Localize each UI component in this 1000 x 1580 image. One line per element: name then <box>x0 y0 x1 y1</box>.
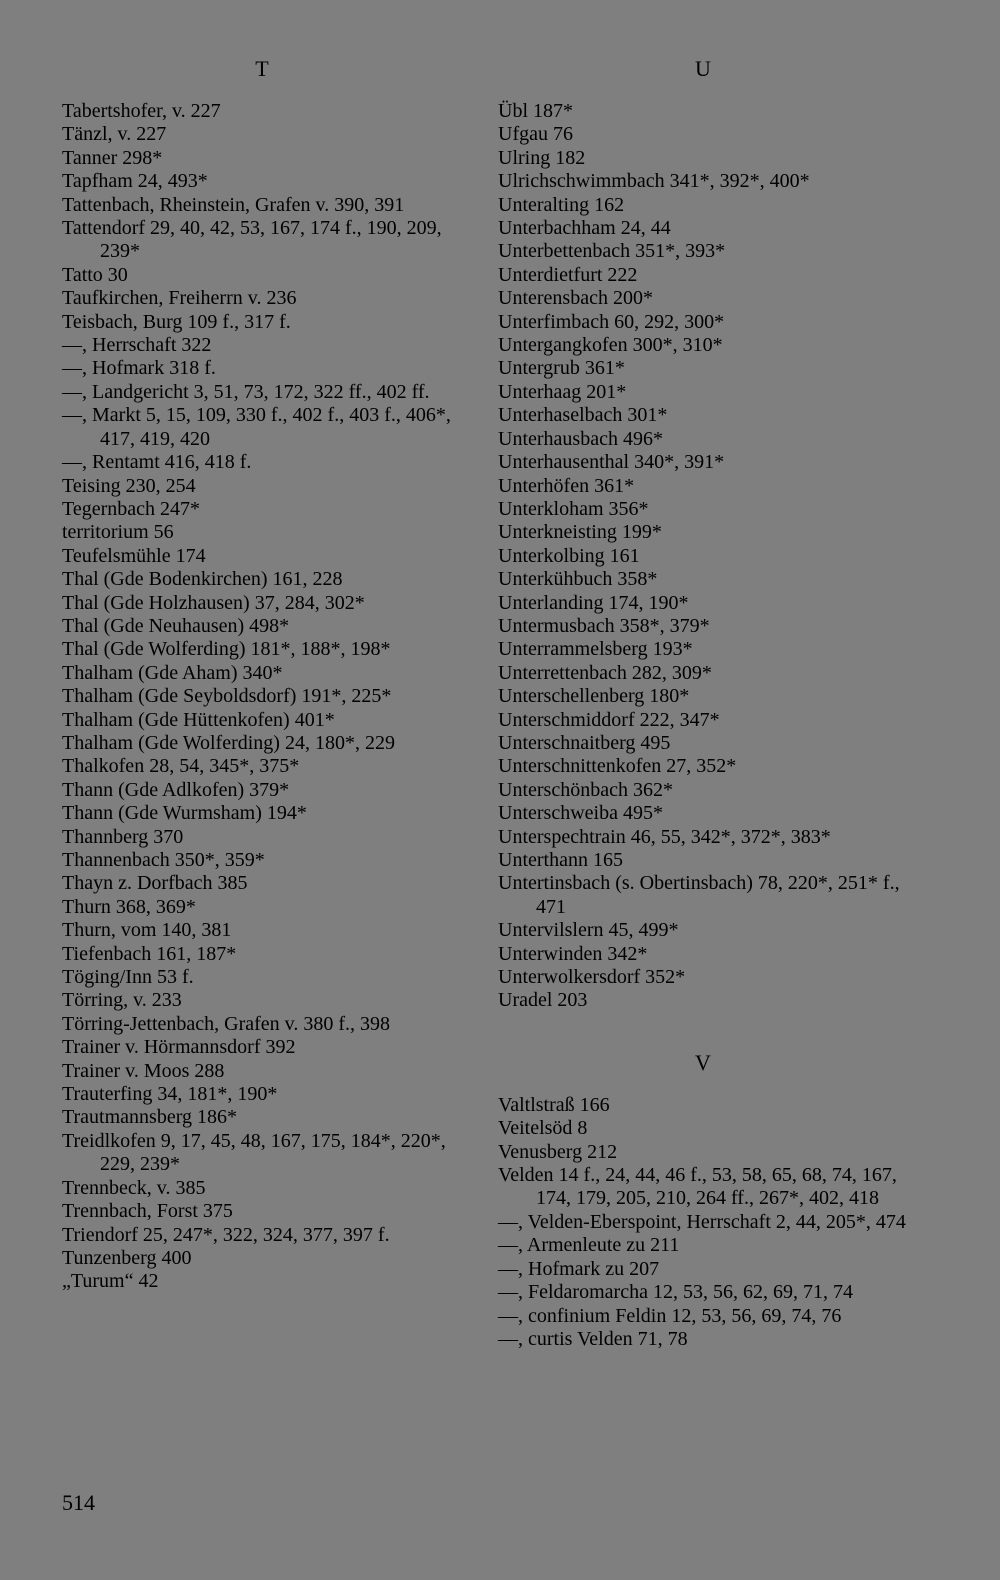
index-entry: Unterkloham 356* <box>498 497 649 520</box>
index-entry: Törring-Jettenbach, Grafen v. 380 f., 398 <box>62 1012 391 1035</box>
index-entry: Tatto 30 <box>62 263 128 286</box>
index-entry: Tunzenberg 400 <box>62 1246 192 1269</box>
index-entry: Unterfimbach 60, 292, 300* <box>498 310 725 333</box>
index-entry: Untergrub 361* <box>498 357 625 380</box>
index-entry: Veitelsöd 8 <box>498 1117 588 1140</box>
section-heading-u: U <box>695 56 711 81</box>
index-entry: Thal (Gde Holzhausen) 37, 284, 302* <box>62 591 365 614</box>
index-entry: „Turum“ 42 <box>62 1270 159 1293</box>
index-entry: Thannenbach 350*, 359* <box>62 849 265 871</box>
index-entry: Thal (Gde Bodenkirchen) 161, 228 <box>62 568 343 591</box>
index-entry: Trainer v. Moos 288 <box>62 1059 225 1082</box>
index-entry: Unterrettenbach 282, 309* <box>498 661 712 684</box>
index-entry: —, Hofmark zu 207 <box>498 1257 660 1280</box>
index-entry: —, Landgericht 3, 51, 73, 172, 322 ff., 402 ff. <box>62 380 430 403</box>
index-entry: Unterrammelsberg 193* <box>498 638 693 661</box>
index-entry: territorium 56 <box>62 521 174 544</box>
index-entry: Unterbachham 24, 44 <box>498 217 671 240</box>
index-entry: Ulring 182 <box>498 146 586 169</box>
index-entry: Unterdietfurt 222 <box>498 263 638 286</box>
index-entry: Unterhausenthal 340*, 391* <box>498 451 725 474</box>
index-entry: Unterkneisting 199* <box>498 521 662 544</box>
index-entry: Treidlkofen 9, 17, 45, 48, 167, 175, 184*, 220*, 229, 239* <box>62 1129 446 1176</box>
index-entry: Unterschweiba 495* <box>498 802 663 825</box>
index-entry: —, Hofmark 318 f. <box>62 357 216 380</box>
index-entry: Unterlanding 174, 190* <box>498 591 689 614</box>
index-entry: Thurn 368, 369* <box>62 895 196 918</box>
index-entry: Uradel 203 <box>498 989 588 1012</box>
index-entry: —, Velden-Eberspoint, Herrschaft 2, 44, 205*, 474 <box>498 1210 906 1233</box>
index-entry: Valtlstraß 166 <box>498 1093 610 1116</box>
index-entry: Thalham (Gde Hüttenkofen) 401* <box>62 708 335 731</box>
section-heading-t: T <box>255 56 269 81</box>
index-entry: —, curtis Velden 71, 78 <box>498 1327 688 1350</box>
index-entry: Töging/Inn 53 f. <box>62 966 194 989</box>
index-entry: Tegernbach 247* <box>62 497 200 520</box>
index-entry: Tattendorf 29, 40, 42, 53, 167, 174 f., 190, 209, 239* <box>62 217 442 263</box>
right-column <box>498 55 908 1351</box>
index-entry: Tabertshofer, v. 227 <box>62 100 221 122</box>
index-entry: Ufgau 76 <box>498 123 573 146</box>
index-entry: Unterensbach 200* <box>498 287 653 310</box>
index-entry: Unterschönbach 362* <box>498 778 673 801</box>
index-entry: Unterkühbuch 358* <box>498 568 658 591</box>
index-entry: Untergangkofen 300*, 310* <box>498 334 723 357</box>
index-entry: —, Rentamt 416, 418 f. <box>62 451 252 474</box>
index-entry: Unterhaselbach 301* <box>498 404 668 427</box>
index-entry: Trennbach, Forst 375 <box>62 1200 233 1223</box>
index-entry: Untermusbach 358*, 379* <box>498 614 710 637</box>
section-heading-v: V <box>695 1049 711 1075</box>
index-entry: Venusberg 212 <box>498 1140 618 1163</box>
index-entry: Unterbettenbach 351*, 393* <box>498 240 726 263</box>
index-entry: —, Herrschaft 322 <box>62 334 212 357</box>
index-entry: —, Armenleute zu 211 <box>498 1234 680 1257</box>
index-entry: Teising 230, 254 <box>62 474 196 497</box>
index-entry: Unterschnittenkofen 27, 352* <box>498 755 737 778</box>
index-entry: —, confinium Feldin 12, 53, 56, 69, 74, 76 <box>498 1304 842 1327</box>
index-entry: Unterspechtrain 46, 55, 342*, 372*, 383* <box>498 825 831 848</box>
index-entry: Thann (Gde Wurmsham) 194* <box>62 802 307 825</box>
index-entry: Unterschmiddorf 222, 347* <box>498 708 720 731</box>
index-entry: Thal (Gde Wolferding) 181*, 188*, 198* <box>62 638 391 661</box>
index-entry: Triendorf 25, 247*, 322, 324, 377, 397 f. <box>62 1223 390 1246</box>
index-entry: Thalkofen 28, 54, 345*, 375* <box>62 755 300 778</box>
index-entry: Thannberg 370 <box>62 825 184 848</box>
index-entry: Taufkirchen, Freiherrn v. 236 <box>62 287 297 310</box>
index-entry: Unterthann 165 <box>498 849 623 871</box>
index-entry: Untertinsbach (s. Obertinsbach) 78, 220*, 251* f., 471 <box>498 872 900 918</box>
index-entry: Trautmannsberg 186* <box>62 1106 237 1129</box>
index-entry: Tänzl, v. 227 <box>62 123 167 146</box>
index-entry: Törring, v. 233 <box>62 989 182 1012</box>
index-entry: Untervilslern 45, 499* <box>498 919 679 942</box>
index-entry: Tanner 298* <box>62 146 163 169</box>
index-entry: Unterwolkersdorf 352* <box>498 966 686 989</box>
index-entry: Unterhöfen 361* <box>498 474 635 497</box>
index-entry: Unterwinden 342* <box>498 942 648 965</box>
index-entry: Thalham (Gde Aham) 340* <box>62 661 283 684</box>
index-entry: Thalham (Gde Wolferding) 24, 180*, 229 <box>62 731 395 754</box>
index-entry: Unterhausbach 496* <box>498 427 663 450</box>
index-entry: Thalham (Gde Seyboldsdorf) 191*, 225* <box>62 685 392 708</box>
index-entry: —, Markt 5, 15, 109, 330 f., 402 f., 403 f., 406*, 417, 419, 420 <box>62 404 451 450</box>
index-entry: —, Feldaromarcha 12, 53, 56, 62, 69, 71, 74 <box>498 1281 853 1304</box>
index-entry: Velden 14 f., 24, 44, 46 f., 53, 58, 65, 68, 74, 167, 174, 179, 205, 210, 264 ff., 267*, 402, 418 <box>498 1164 897 1210</box>
entry-list-t <box>62 100 462 1294</box>
index-entry: Unterkolbing 161 <box>498 544 640 567</box>
index-entry: Tapfham 24, 493* <box>62 170 208 193</box>
index-entry: Trainer v. Hörmannsdorf 392 <box>62 1036 296 1059</box>
index-entry: Thayn z. Dorfbach 385 <box>62 872 248 895</box>
index-entry: Unteralting 162 <box>498 193 625 216</box>
index-entry: Trennbeck, v. 385 <box>62 1176 206 1199</box>
index-entry: Thurn, vom 140, 381 <box>62 919 232 942</box>
left-column <box>62 55 462 1294</box>
index-entry: Unterhaag 201* <box>498 380 627 403</box>
index-entry: Trauterfing 34, 181*, 190* <box>62 1083 278 1106</box>
entry-list-u <box>498 100 908 1013</box>
index-entry: Thal (Gde Neuhausen) 498* <box>62 614 290 637</box>
index-entry: Thann (Gde Adlkofen) 379* <box>62 778 290 801</box>
page-number: 514 <box>62 1490 95 1515</box>
index-entry: Unterschellenberg 180* <box>498 685 690 708</box>
index-entry: Teisbach, Burg 109 f., 317 f. <box>62 310 291 333</box>
entry-list-v <box>498 1094 908 1351</box>
index-entry: Teufelsmühle 174 <box>62 544 206 567</box>
index-entry: Tattenbach, Rheinstein, Grafen v. 390, 391 <box>62 193 405 216</box>
index-entry: Tiefenbach 161, 187* <box>62 942 237 965</box>
index-entry: Unterschnaitberg 495 <box>498 731 671 754</box>
index-entry: Ulrichschwimmbach 341*, 392*, 400* <box>498 170 810 193</box>
index-entry: Übl 187* <box>498 100 573 122</box>
